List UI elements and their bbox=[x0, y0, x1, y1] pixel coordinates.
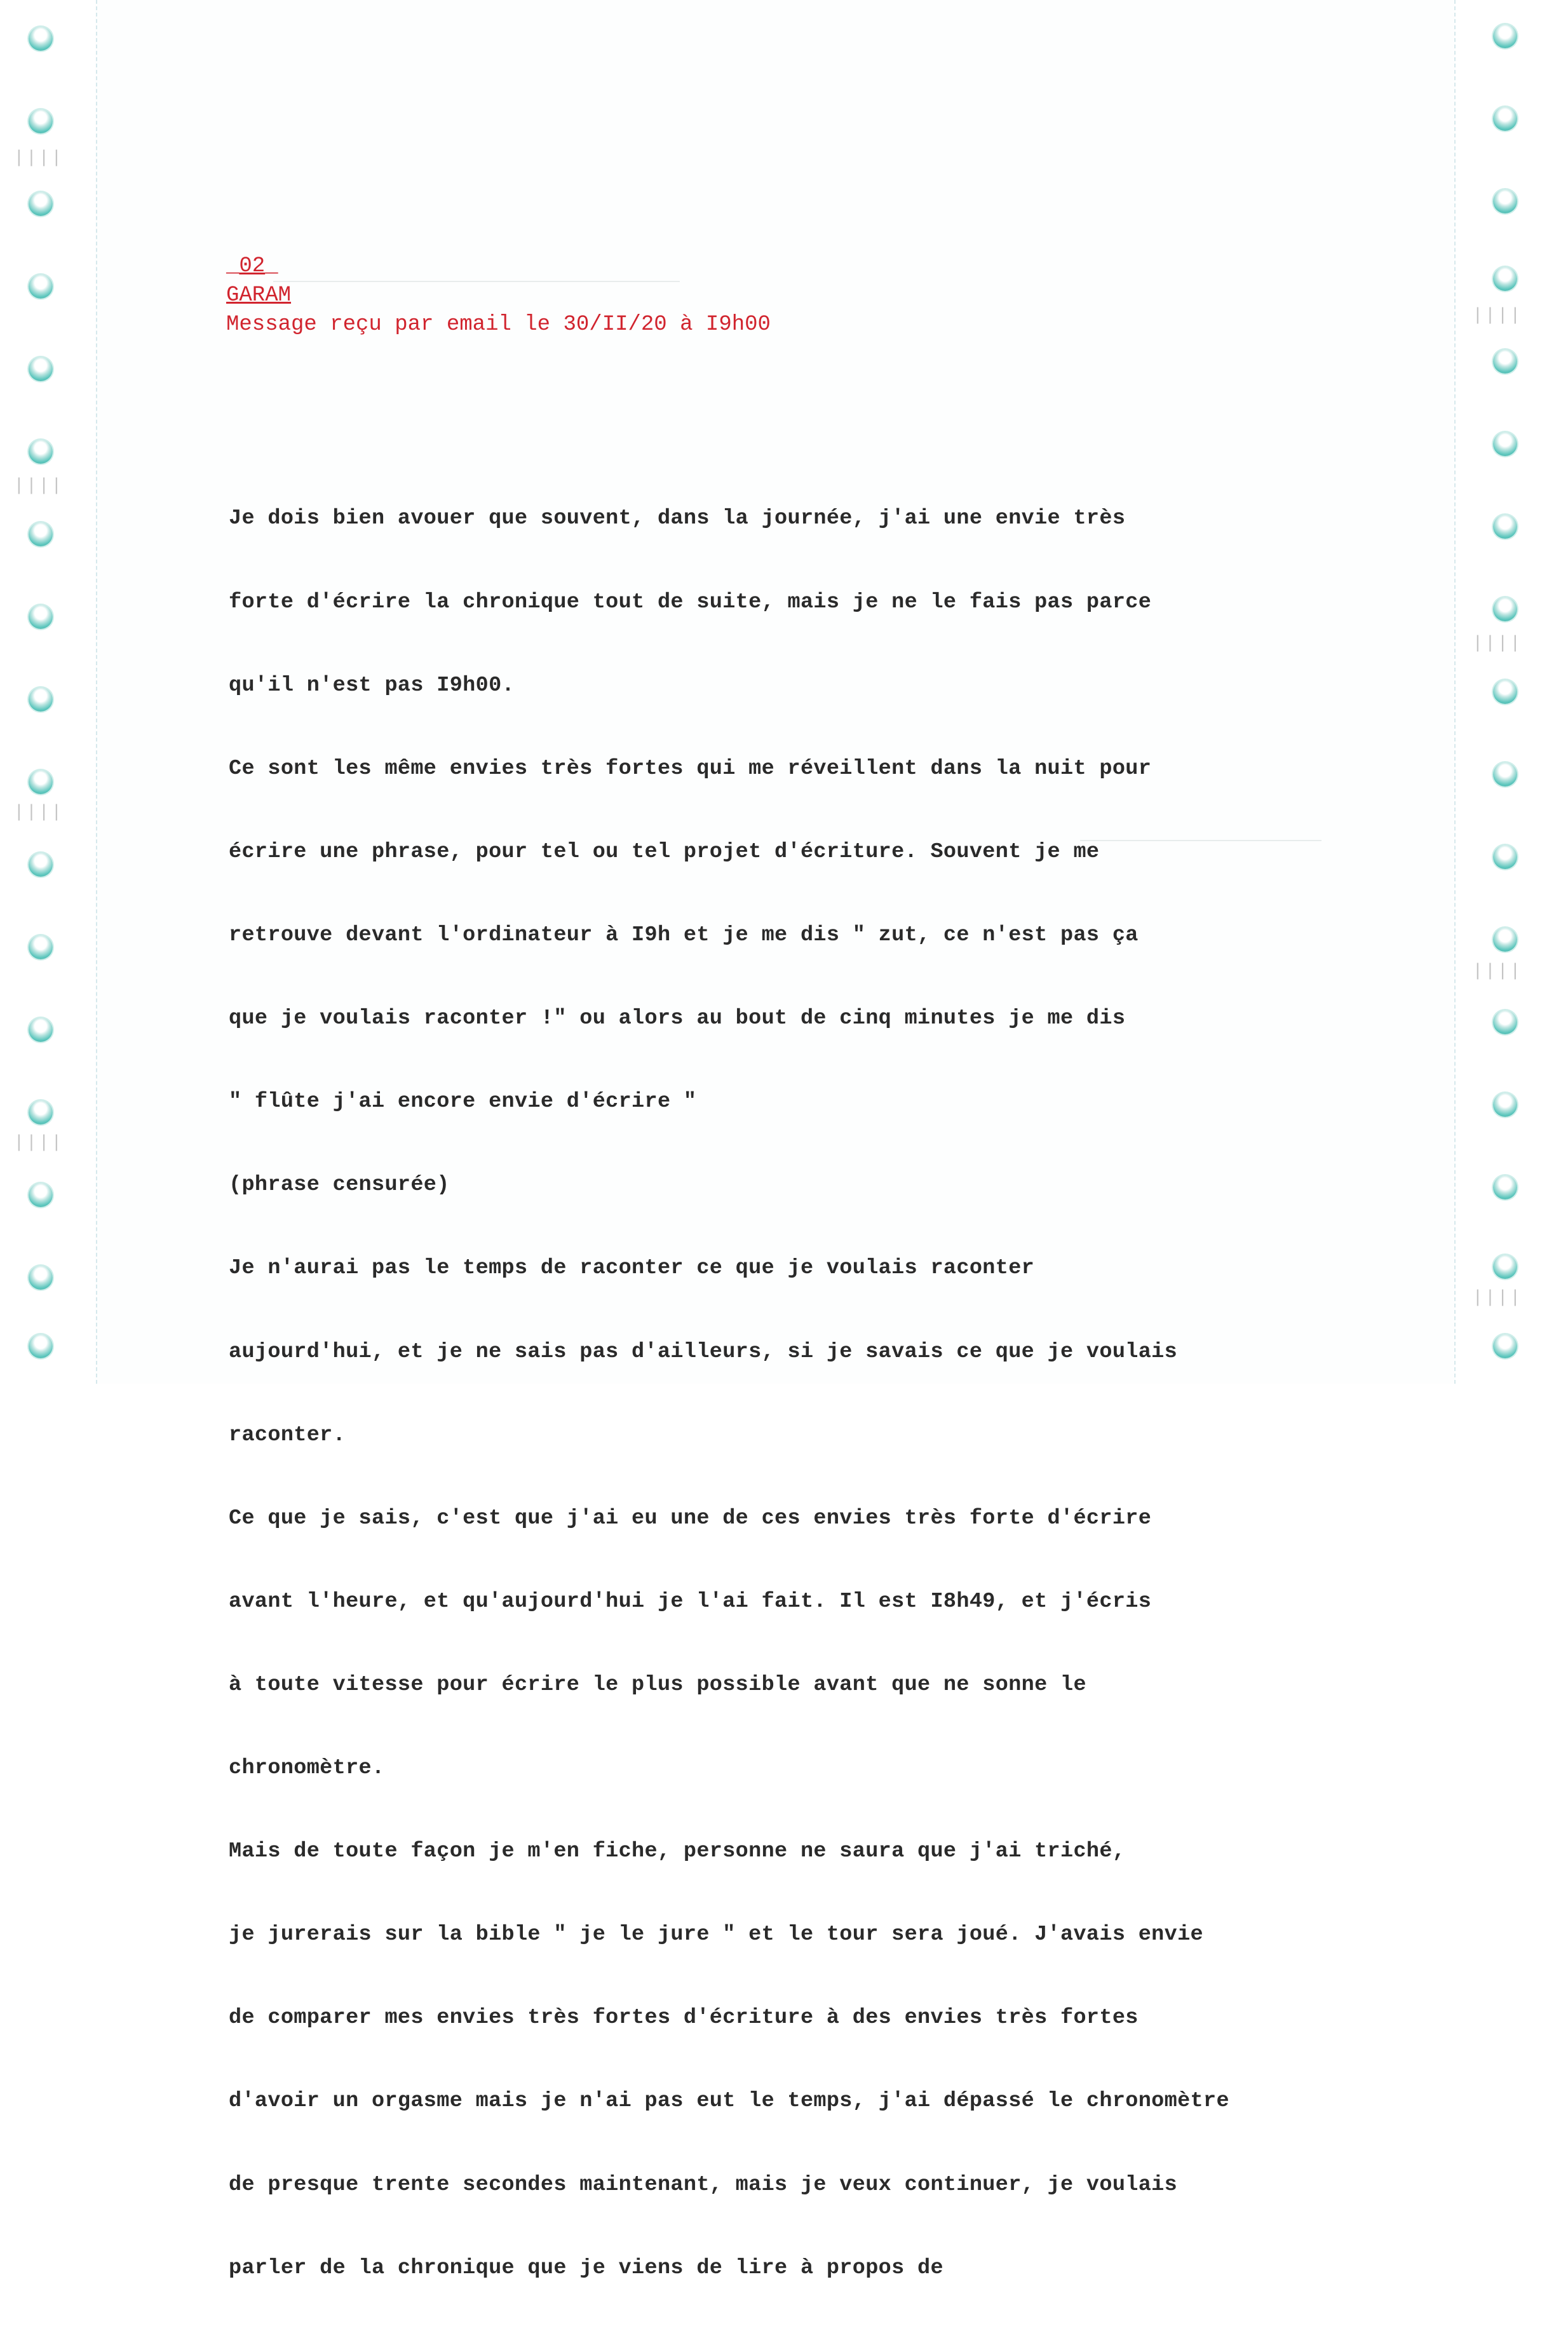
tractor-mark: |||| bbox=[1473, 961, 1523, 980]
typewritten-text bbox=[229, 450, 1229, 2338]
tractor-mark: |||| bbox=[14, 1132, 64, 1151]
right-tear-perforation bbox=[1454, 0, 1456, 1384]
sprocket-hole bbox=[29, 27, 53, 51]
sprocket-hole bbox=[1493, 189, 1517, 213]
sprocket-hole bbox=[29, 853, 53, 877]
text-line: Je dois bien avouer que souvent, dans la journée, j'ai une envie très bbox=[229, 506, 1126, 531]
text-line: Mais de toute façon je m'en fiche, personne ne saura que j'ai triché, bbox=[229, 1839, 1126, 1864]
text-line: parler de la chronique que je viens de lire à propos de bbox=[229, 2255, 943, 2280]
text-line: forte d'écrire la chronique tout de suite, mais je ne le fais pas parce bbox=[229, 590, 1152, 614]
sprocket-hole bbox=[1493, 845, 1517, 869]
text-line: aujourd'hui, et je ne sais pas d'ailleurs, si je savais ce que je voulais bbox=[229, 1339, 1178, 1364]
sprocket-hole bbox=[1493, 928, 1517, 952]
text-line: retrouve devant l'ordinateur à I9h et je me dis " zut, ce n'est pas ça bbox=[229, 922, 1139, 947]
sprocket-hole bbox=[29, 605, 53, 629]
text-line: qu'il n'est pas I9h00. bbox=[229, 673, 515, 698]
sprocket-hole bbox=[1493, 1175, 1517, 1199]
sprocket-hole bbox=[1493, 349, 1517, 374]
sprocket-hole bbox=[29, 1100, 53, 1125]
text-line: avant l'heure, et qu'aujourd'hui je l'ai fait. Il est I8h49, et j'écris bbox=[229, 1589, 1152, 1614]
text-line: je jurerais sur la bible " je le jure " et le tour sera joué. J'avais envie bbox=[229, 1922, 1203, 1947]
sprocket-hole bbox=[1493, 24, 1517, 48]
sprocket-hole bbox=[29, 440, 53, 464]
text-line: Ce que je sais, c'est que j'ai eu une de ces envies très forte d'écrire bbox=[229, 1506, 1152, 1531]
sprocket-hole bbox=[29, 770, 53, 794]
left-tear-perforation bbox=[96, 0, 97, 1384]
text-line: Je n'aurai pas le temps de raconter ce que je voulais raconter bbox=[229, 1256, 1035, 1281]
sprocket-hole bbox=[29, 687, 53, 712]
text-line: d'avoir un orgasme mais je n'ai pas eut le temps, j'ai dépassé le chronomètre bbox=[229, 2089, 1229, 2114]
sprocket-hole bbox=[1493, 1255, 1517, 1279]
sprocket-hole bbox=[1493, 680, 1517, 704]
text-line: à toute vitesse pour écrire le plus possible avant que ne sonne le bbox=[229, 1672, 1086, 1697]
sprocket-hole bbox=[29, 1018, 53, 1042]
sprocket-hole bbox=[29, 1334, 53, 1358]
sprocket-hole bbox=[1493, 107, 1517, 131]
author-name: GARAM bbox=[226, 283, 292, 307]
sprocket-hole bbox=[29, 109, 53, 133]
sprocket-hole bbox=[1493, 432, 1517, 456]
text-line: de presque trente secondes maintenant, mais je veux continuer, je voulais bbox=[229, 2172, 1178, 2197]
sprocket-hole bbox=[1493, 762, 1517, 787]
text-line: de comparer mes envies très fortes d'écriture à des envies très fortes bbox=[229, 2006, 1139, 2031]
sprocket-hole bbox=[1493, 1010, 1517, 1034]
sprocket-hole bbox=[29, 1183, 53, 1207]
text-line: raconter. bbox=[229, 1422, 346, 1447]
sprocket-hole bbox=[1493, 267, 1517, 291]
tractor-mark: |||| bbox=[1473, 633, 1523, 652]
text-line: que je voulais raconter !" ou alors au bout de cinq minutes je me dis bbox=[229, 1006, 1126, 1031]
sprocket-hole bbox=[29, 274, 53, 299]
text-line: chronomètre. bbox=[229, 1756, 385, 1781]
sprocket-hole bbox=[1493, 1334, 1517, 1358]
tractor-mark: |||| bbox=[14, 147, 64, 166]
sprocket-hole bbox=[29, 522, 53, 546]
tractor-mark: |||| bbox=[14, 802, 64, 821]
tractor-mark: |||| bbox=[1473, 1287, 1523, 1306]
text-line: Ce sont les même envies très fortes qui me réveillent dans la nuit pour bbox=[229, 756, 1152, 781]
sprocket-hole bbox=[1493, 515, 1517, 539]
text-line: écrire une phrase, pour tel ou tel projet d'écriture. Souvent je me bbox=[229, 839, 1100, 864]
sprocket-hole bbox=[29, 357, 53, 381]
entry-number: _02_ bbox=[226, 254, 278, 278]
message-received-line: Message reçu par email le 30/II/20 à I9h00 bbox=[226, 313, 771, 337]
sprocket-hole bbox=[29, 935, 53, 959]
text-line: (phrase censurée) bbox=[229, 1173, 450, 1198]
tractor-mark: |||| bbox=[14, 475, 64, 494]
sprocket-hole bbox=[1493, 1093, 1517, 1117]
sprocket-hole bbox=[1493, 597, 1517, 621]
tractor-mark: |||| bbox=[1473, 305, 1523, 324]
text-line: " flûte j'ai encore envie d'écrire " bbox=[229, 1090, 697, 1114]
sprocket-hole bbox=[29, 192, 53, 216]
document-header bbox=[226, 252, 771, 339]
sprocket-hole bbox=[29, 1266, 53, 1290]
